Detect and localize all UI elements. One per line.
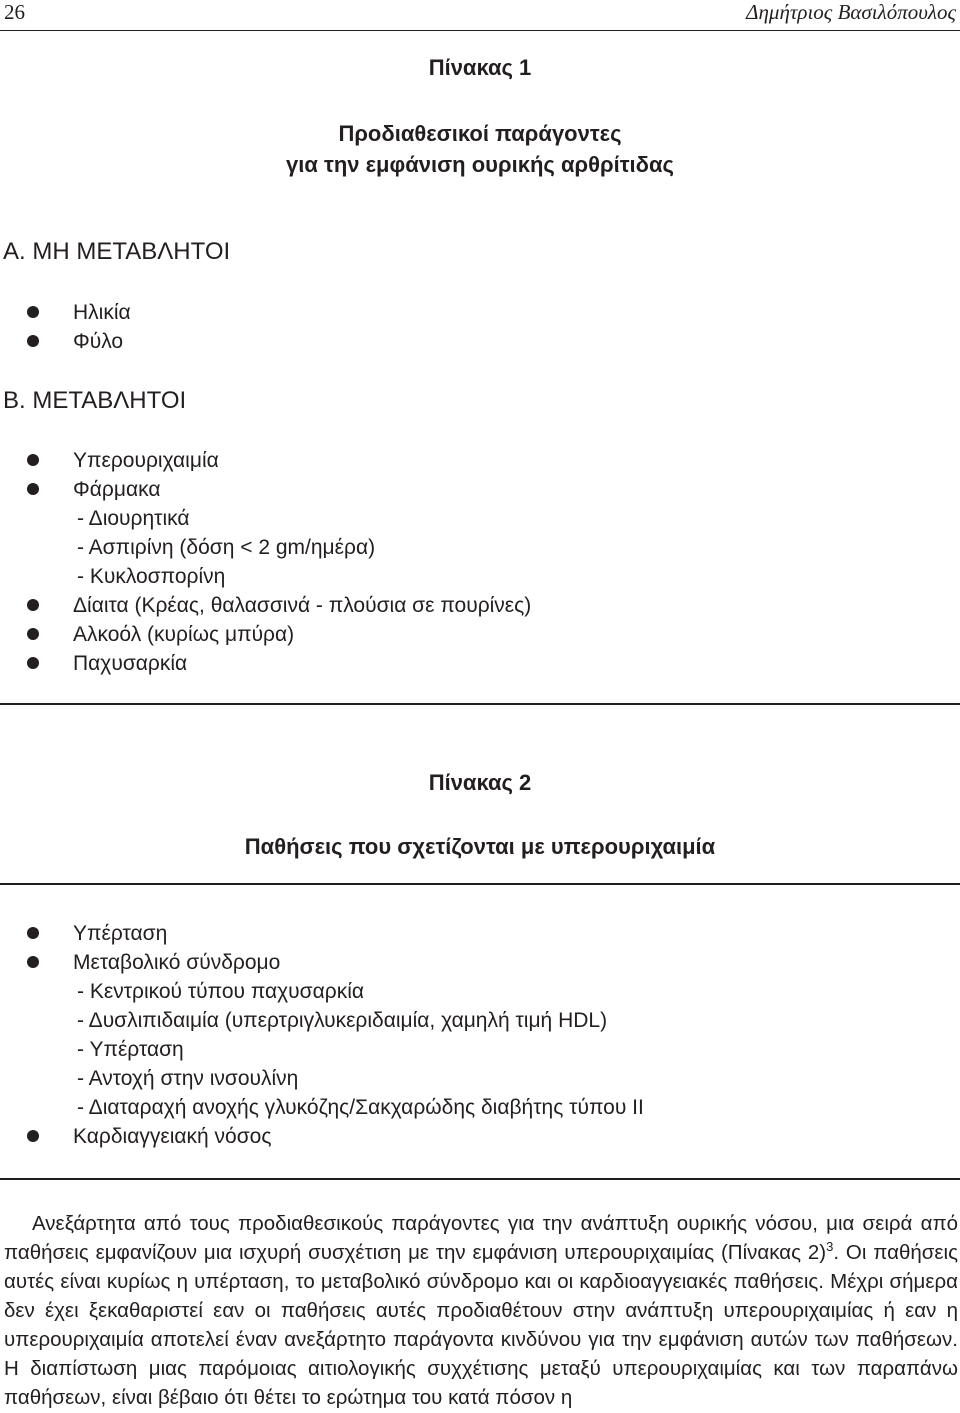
list-subitem: - Κεντρικού τύπου παχυσαρκία bbox=[77, 980, 365, 1003]
body-paragraph bbox=[4, 1209, 958, 1412]
list-subitem: - Διαταραχή ανοχής γλυκόζης/Σακχαρώδης διαβήτης τύπου ΙΙ bbox=[77, 1096, 644, 1119]
list-item: Φάρμακα bbox=[0, 475, 531, 504]
section-a-list bbox=[0, 298, 131, 356]
table2-bottom-rule bbox=[0, 1178, 960, 1180]
list-item: Αλκοόλ (κυρίως μπύρα) bbox=[0, 620, 531, 649]
list-subitem: - Αντοχή στην ινσουλίνη bbox=[77, 1067, 299, 1090]
table1-subtitle-line2: για την εμφάνιση ουρικής αρθρίτιδας bbox=[286, 152, 674, 177]
list-item: Καρδιαγγειακή νόσος bbox=[0, 1122, 644, 1151]
table1-subtitle-line1: Προδιαθεσικοί παράγοντες bbox=[338, 121, 622, 146]
list-subitem: - Υπέρταση bbox=[77, 1038, 184, 1061]
list-item: Μεταβολικό σύνδρομο bbox=[0, 948, 644, 977]
table-divider bbox=[0, 703, 960, 705]
section-a-heading: Α. ΜΗ ΜΕΤΑΒΛΗΤΟΙ bbox=[3, 238, 231, 265]
section-b-heading: Β. ΜΕΤΑΒΛΗΤΟΙ bbox=[3, 387, 187, 414]
page-number: 26 bbox=[4, 0, 25, 24]
list-subitem: - Δυσλιπιδαιμία (υπερτριγλυκεριδαιμία, χαμηλή τιμή HDL) bbox=[77, 1009, 608, 1032]
list-item: Υπερουριχαιμία bbox=[0, 446, 531, 475]
table2-title: Πίνακας 2 bbox=[428, 770, 532, 795]
table1-title: Πίνακας 1 bbox=[428, 55, 532, 80]
page-header bbox=[0, 0, 960, 31]
list-item: Ηλικία bbox=[0, 298, 131, 327]
paragraph-text-part2: . Οι παθήσεις αυτές είναι κυρίως η υπέρταση, το μεταβολικό σύνδρομο και οι καρδιοαγγειακές παθήσεις. Μέχρι σήμερα δεν έχει ξεκαθαριστεί εαν οι παθήσεις αυτές προδιαθέτουν στην ανάπτυξη υπερουριχαιμίας ή εαν η υπερουριχαιμία αποτελεί έναν ανεξάρτητο παράγοντα κινδύνου για την εμφάνιση αυτών των παθήσεων. Η διαπίστωση μιας παρόμοιας αιτιολογικής συχχέτισης μεταξύ υπερουριχαιμίας και των παραπάνω παθήσεων, είναι βέβαιο ότι θέτει το ερώτημα του κατά πόσον η bbox=[4, 1241, 958, 1409]
list-subitem: - Κυκλοσπορίνη bbox=[77, 565, 226, 588]
running-author: Δημήτριος Βασιλόπουλος bbox=[746, 0, 956, 24]
table2-list bbox=[0, 919, 644, 1151]
list-subitem: - Ασπιρίνη (δόση < 2 gm/ημέρα) bbox=[77, 536, 376, 559]
table2-subtitle: Παθήσεις που σχετίζονται με υπερουριχαιμία bbox=[244, 834, 716, 859]
list-item: Φύλο bbox=[0, 327, 131, 356]
table1-subtitle bbox=[0, 118, 960, 180]
reference-marker: 3 bbox=[826, 1239, 834, 1255]
paragraph-text-part1: Ανεξάρτητα από τους προδιαθεσικούς παράγοντες για την ανάπτυξη ουρικής νόσου, μια σειρά από παθήσεις εμφανίζουν μια ισχυρή συσχέτιση με την εμφάνιση υπερουριχαιμίας (Πίνακας 2) bbox=[4, 1212, 958, 1264]
list-item: Δίαιτα (Κρέας, θαλασσινά - πλούσια σε πουρίνες) bbox=[0, 591, 531, 620]
list-subitem: - Διουρητικά bbox=[77, 507, 190, 530]
table2-top-rule bbox=[0, 883, 960, 885]
section-b-list bbox=[0, 446, 531, 678]
list-item: Υπέρταση bbox=[0, 919, 644, 948]
list-item: Παχυσαρκία bbox=[0, 649, 531, 678]
